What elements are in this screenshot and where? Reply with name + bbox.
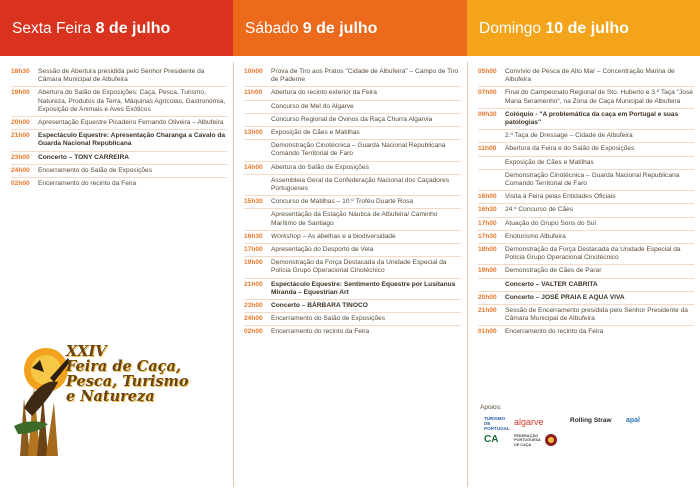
event-row [11, 165, 227, 178]
day-column-saturday [233, 0, 467, 495]
day-date: 10 de julho [545, 20, 629, 37]
event-description: Demonstração Cinotécnica – Guarda Nacional Republicana Comando Territorial de Faro [505, 171, 680, 188]
event-time: 09h30 [478, 110, 497, 118]
day-date: 9 de julho [302, 20, 378, 37]
event-description: 2.º Taça de Dressage – Cidade de Albufeira [505, 132, 633, 140]
event-description: Demonstração da Força Destacada da Unidade Especial da Polícia Grupo Operacional Cinotécnico [271, 259, 447, 275]
event-time: 13h00 [244, 129, 263, 137]
event-description: Encerramento do Salão de Exposições [38, 166, 152, 174]
event-description: Sessão de Abertura presidida pelo Senhor Presidente da Câmara Municipal de Albufeira [38, 68, 205, 84]
day-weekday: Domingo [479, 20, 542, 37]
event-description: Abertura do recinto exterior da Feira [271, 89, 377, 97]
event-row [478, 292, 694, 305]
event-row [244, 279, 461, 300]
event-list [478, 66, 694, 339]
event-description: Encerramento do Salão de Exposições [271, 315, 385, 323]
event-description: 24.º Concurso de Cães [505, 206, 574, 214]
day-column-friday [0, 0, 233, 495]
day-date: 8 de julho [95, 20, 171, 37]
day-header [233, 0, 467, 56]
event-time [478, 132, 505, 140]
fair-logo [10, 338, 228, 458]
event-row [478, 157, 694, 170]
event-time: 17h00 [244, 246, 263, 254]
event-time: 18h00 [478, 246, 497, 254]
event-row [478, 265, 694, 278]
event-row [11, 130, 227, 151]
event-row [244, 300, 461, 313]
event-description: Encerramento do recinto da Feira [271, 328, 370, 336]
event-time: 17h00 [478, 219, 497, 227]
event-time: 20h00 [478, 293, 497, 301]
day-header [467, 0, 700, 56]
sponsor-emblem-icon [544, 433, 558, 447]
event-row [244, 196, 461, 209]
event-row [478, 143, 694, 156]
event-description: Abertura da Feira e do Salão de Exposições [505, 145, 635, 153]
sponsors-label: Apoios: [480, 404, 502, 411]
event-row [478, 305, 694, 326]
sponsor-logo: Rolling Straw [570, 417, 612, 424]
event-row [11, 178, 227, 190]
event-time [478, 159, 505, 167]
event-row [478, 191, 694, 204]
event-row [244, 175, 461, 196]
event-row [244, 162, 461, 175]
event-time: 11h00 [478, 145, 497, 153]
event-time: 02h00 [244, 328, 263, 336]
event-description: Convívio de Pesca de Alto Mar – Concentração Marina de Albufeira [505, 68, 675, 84]
event-description: Colóquio - "A problemática da caça em Portugal e suas patologias" [505, 110, 679, 127]
event-description: Exposição de Cães e Matilhas [271, 129, 360, 137]
event-description: Concurso Regional de Ovinos da Raça Churra Algarvia [271, 115, 433, 123]
event-row [478, 109, 694, 130]
event-description: Espectáculo Equestre: Sentimento Equestre por Lusitanus Miranda – Equestrian Art [271, 280, 456, 296]
event-description: Demonstração Cinotécnica – Guarda Nacional Republicana Comando Territorial de Faro [271, 142, 446, 158]
event-time: 23h00 [11, 153, 30, 161]
sponsor-logo: apal [626, 417, 641, 424]
event-description: Demonstração da Força Destacada da Unidade Especial da Polícia Grupo Operacional Cinotécnico [505, 246, 681, 262]
event-description: Apresentação Equestre Picadeiro Fernando Oliveira – Albufeira [38, 119, 224, 127]
event-description: Encerramento do recinto da Feira [505, 328, 604, 336]
event-description: Abertura do Salão de Exposições: Caça, Pesca, Turismo, Natureza, Produtos da Terra, Máquinas Agrícolas, Gastronomia, Exposição de Animais e Aves Exóticos [38, 89, 226, 113]
event-row [244, 257, 461, 278]
event-description: Enoturismo Albufeira [505, 232, 566, 240]
event-time: 19h00 [244, 259, 263, 267]
event-time: 19h00 [11, 89, 30, 97]
event-list [11, 66, 227, 190]
event-row [478, 279, 694, 292]
event-time: 01h00 [478, 328, 497, 336]
sponsor-logo: TURISMO DE PORTUGAL [484, 416, 510, 431]
event-row [478, 204, 694, 217]
event-time: 20h00 [11, 119, 30, 127]
event-description: Concurso de Mel do Algarve [271, 102, 354, 110]
event-row [244, 313, 461, 326]
event-row [11, 117, 227, 130]
event-time: 16h30 [244, 232, 263, 240]
event-time [244, 142, 271, 158]
event-row [244, 87, 461, 100]
event-time [478, 281, 505, 289]
event-description: Espectáculo Equestre: Apresentação Charanga a Cavalo da Guarda Nacional Republicana [38, 132, 226, 148]
event-row [244, 140, 461, 161]
event-description: Concerto – TONY CARREIRA [38, 153, 129, 161]
event-description: Assembleia Geral da Confederação Nacional dos Caçadores Portugueses [271, 176, 450, 193]
event-row [244, 127, 461, 140]
event-row [478, 170, 694, 191]
event-time: 17h30 [478, 232, 497, 240]
logo-line: Feira de Caça, [66, 358, 181, 375]
event-description: Encerramento do recinto da Feira [38, 180, 137, 188]
event-row [478, 218, 694, 231]
event-time: 05h00 [478, 68, 497, 75]
event-row [11, 66, 227, 87]
event-row [478, 326, 694, 338]
event-description: Demonstração de Cães de Parar [505, 267, 602, 275]
event-row [244, 326, 461, 338]
event-time: 07h00 [478, 89, 497, 97]
logo-line: e Natureza [66, 388, 155, 405]
event-description: Concerto – JOSÉ PRAIA E AQUA VIVA [505, 293, 625, 301]
event-row [478, 244, 694, 265]
event-description: Prova de Tiro aos Pratos "Cidade de Albufeira" – Campo de Tiro de Paderne [271, 68, 459, 84]
event-list [244, 66, 461, 339]
event-time: 11h00 [244, 89, 263, 97]
event-row [244, 231, 461, 244]
event-row [478, 87, 694, 108]
sponsor-logo: FEDERAÇÃO PORTUGUESA DE CAÇA [514, 434, 541, 447]
event-row [244, 244, 461, 257]
event-description: Exposição de Cães e Matilhas [505, 158, 594, 166]
event-time [244, 116, 271, 124]
event-time: 21h00 [11, 132, 30, 140]
event-time [244, 177, 271, 193]
event-time [478, 172, 505, 188]
event-row [244, 66, 461, 87]
event-time [244, 211, 271, 227]
event-time: 21h00 [478, 307, 497, 315]
event-time: 15h30 [244, 198, 263, 206]
event-time: 23h00 [244, 302, 263, 310]
event-row [244, 114, 461, 127]
event-description: Sessão de Encerramento presidida pelo Senhor Presidente da Câmara Municipal de Albufeira [505, 307, 688, 323]
event-description: Apresentação da Estação Náutica de Albufeira/ Caminho Marítimo de Santiago [271, 211, 438, 227]
event-description: Final do Campeonato Regional de Sto. Huberto e 3.º Taça "José Maria Seramenho", na Zona de Caça Municipal de Albufeira [505, 89, 693, 105]
event-description: Apresentação do Desporto de Vela [271, 246, 374, 254]
event-description: Concerto – BÁRBARA TINOCO [271, 302, 368, 310]
day-weekday: Sábado [245, 20, 299, 37]
event-description: Atuação do Grupo Sons do Sul [505, 219, 596, 227]
event-row [244, 209, 461, 230]
event-time: 19h00 [478, 267, 497, 275]
sponsor-logo: CA [484, 434, 499, 445]
event-time: 10h00 [244, 68, 263, 75]
event-row [11, 152, 227, 165]
event-time: 16h30 [478, 206, 497, 214]
sponsors-block [480, 404, 695, 492]
fair-logo-title [66, 344, 236, 404]
logo-line: XXIV [66, 343, 107, 360]
logo-line: Pesca, Turismo [66, 373, 189, 390]
day-header [0, 0, 233, 56]
event-description: Concurso de Matilhas – 10.º Troféu Duarte Rosa [271, 198, 414, 206]
event-row [478, 231, 694, 244]
event-time: 16h00 [478, 193, 497, 201]
event-time [244, 103, 271, 111]
event-description: Visita à Feira pelas Entidades Oficiais [505, 193, 616, 201]
event-description: Abertura do Salão de Exposições [271, 163, 369, 171]
event-row [11, 87, 227, 117]
event-description: Concerto – VALTER CABRITA [505, 280, 598, 288]
event-time: 18h30 [11, 68, 30, 75]
event-time: 02h00 [11, 180, 30, 188]
event-time: 24h00 [244, 315, 263, 323]
day-weekday: Sexta Feira [12, 20, 92, 37]
event-time: 24h00 [11, 166, 30, 174]
sponsor-logo: algarve [514, 417, 544, 427]
event-row [478, 130, 694, 143]
event-time: 14h00 [244, 163, 263, 171]
event-description: Workshop – As abelhas e a biodiversidade [271, 232, 396, 240]
event-time: 21h00 [244, 280, 263, 288]
event-row [478, 66, 694, 87]
event-row [244, 101, 461, 114]
